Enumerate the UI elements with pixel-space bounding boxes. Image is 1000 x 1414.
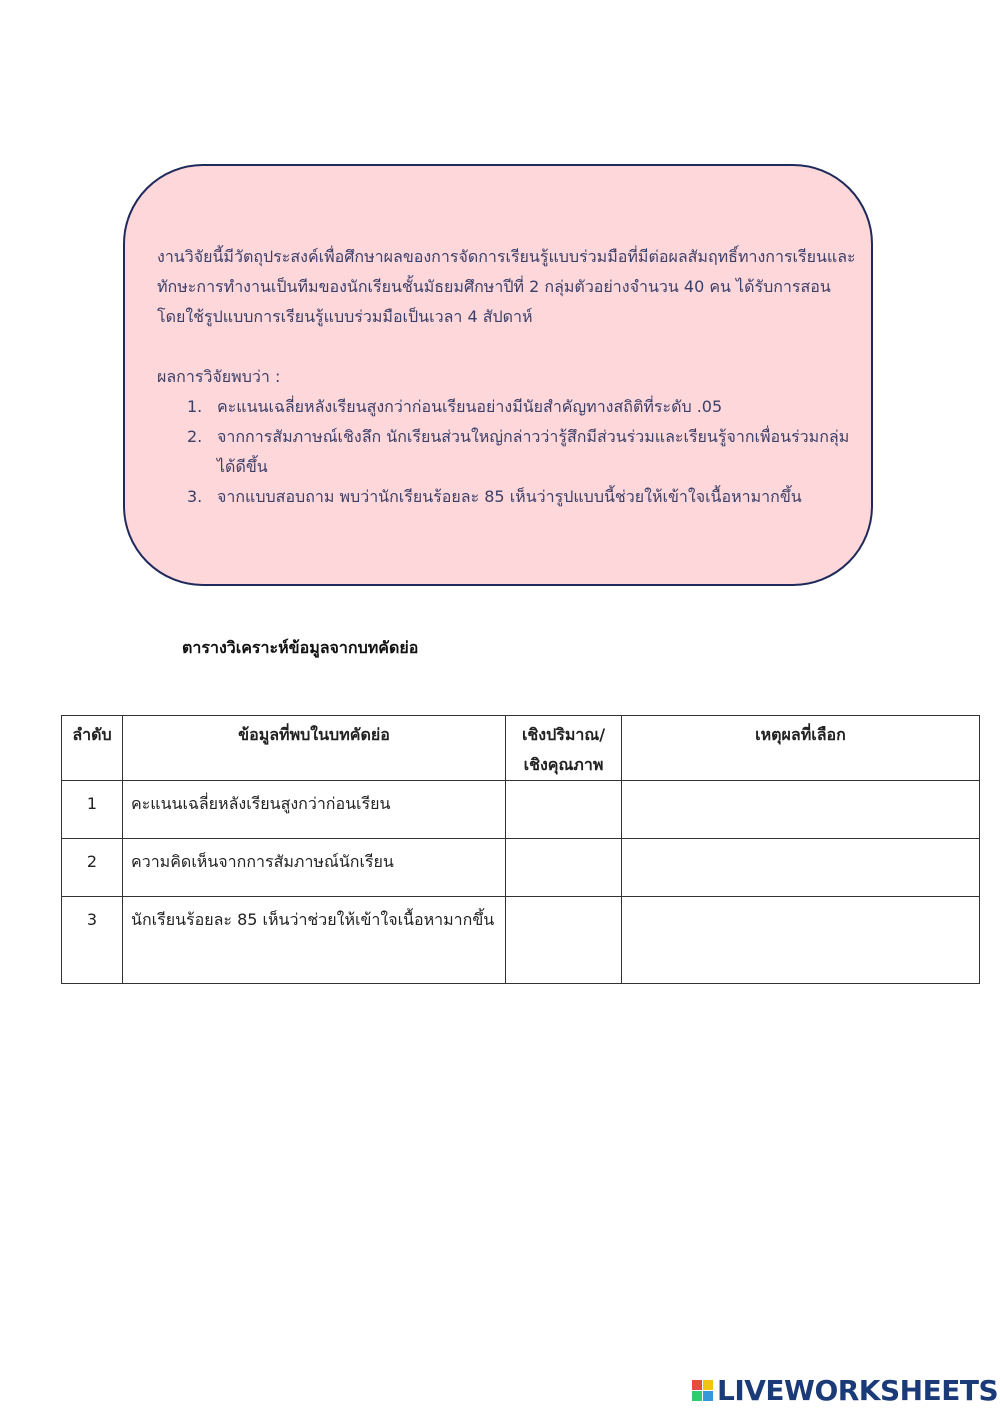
header-reason: เหตุผลที่เลือก: [622, 716, 980, 781]
row-info: นักเรียนร้อยละ 85 เห็นว่าช่วยให้เข้าใจเนื้อหามากขึ้น: [123, 897, 506, 984]
abstract-intro: งานวิจัยนี้มีวัตถุประสงค์เพื่อศึกษาผลของการจัดการเรียนรู้แบบร่วมมือที่มีต่อผลสัมฤทธิ์ทางการเรียนและทักษะการทำงานเป็นทีมของนักเรียนชั้นมัธยมศึกษาปีที่ 2 กลุ่มตัวอย่างจำนวน 40 คน ได้รับการสอนโดยใช้รูปแบบการเรียนรู้แบบร่วมมือเป็นเวลา 4 สัปดาห์: [157, 247, 856, 326]
findings-list: [157, 392, 857, 512]
header-type: เชิงปริมาณ/ เชิงคุณภาพ: [506, 716, 622, 781]
table-title: ตารางวิเคราะห์ข้อมูลจากบทคัดย่อ: [182, 638, 419, 657]
findings-heading: ผลการวิจัยพบว่า :: [157, 367, 281, 386]
finding-text: จากแบบสอบถาม พบว่านักเรียนร้อยละ 85 เห็นว่ารูปแบบนี้ช่วยให้เข้าใจเนื้อหามากขึ้น: [217, 487, 802, 506]
table-header-row: [62, 716, 980, 781]
type-answer-cell[interactable]: [506, 897, 622, 984]
abstract-text: [157, 242, 857, 512]
row-info: ความคิดเห็นจากการสัมภาษณ์นักเรียน: [123, 839, 506, 897]
row-index: 3: [62, 897, 123, 984]
liveworksheets-logo: [692, 1374, 998, 1406]
finding-item: [157, 392, 857, 422]
row-index: 1: [62, 781, 123, 839]
logo-square: [703, 1380, 713, 1390]
type-answer-cell[interactable]: [506, 839, 622, 897]
table-row: [62, 839, 980, 897]
finding-number: 3.: [187, 487, 203, 506]
type-answer-cell[interactable]: [506, 781, 622, 839]
reason-answer-cell[interactable]: [622, 781, 980, 839]
finding-item: [157, 422, 857, 482]
reason-answer-cell[interactable]: [622, 839, 980, 897]
logo-square: [692, 1391, 702, 1401]
table-row: [62, 897, 980, 984]
table-row: [62, 781, 980, 839]
finding-item: [157, 482, 857, 512]
row-index: 2: [62, 839, 123, 897]
liveworksheets-brand-text: LIVEWORKSHEETS: [717, 1373, 999, 1407]
finding-number: 1.: [187, 397, 203, 416]
header-info: ข้อมูลที่พบในบทคัดย่อ: [123, 716, 506, 781]
reason-answer-cell[interactable]: [622, 897, 980, 984]
row-info: คะแนนเฉลี่ยหลังเรียนสูงกว่าก่อนเรียน: [123, 781, 506, 839]
analysis-table: [61, 715, 980, 984]
logo-square: [692, 1380, 702, 1390]
header-index: ลำดับ: [62, 716, 123, 781]
finding-number: 2.: [187, 427, 203, 446]
finding-text: คะแนนเฉลี่ยหลังเรียนสูงกว่าก่อนเรียนอย่างมีนัยสำคัญทางสถิติที่ระดับ .05: [217, 397, 723, 416]
finding-text: จากการสัมภาษณ์เชิงลึก นักเรียนส่วนใหญ่กล่าวว่ารู้สึกมีส่วนร่วมและเรียนรู้จากเพื่อนร่วมกลุ่มได้ดีขึ้น: [217, 427, 850, 476]
liveworksheets-logo-icon: [692, 1380, 713, 1401]
logo-square: [703, 1391, 713, 1401]
